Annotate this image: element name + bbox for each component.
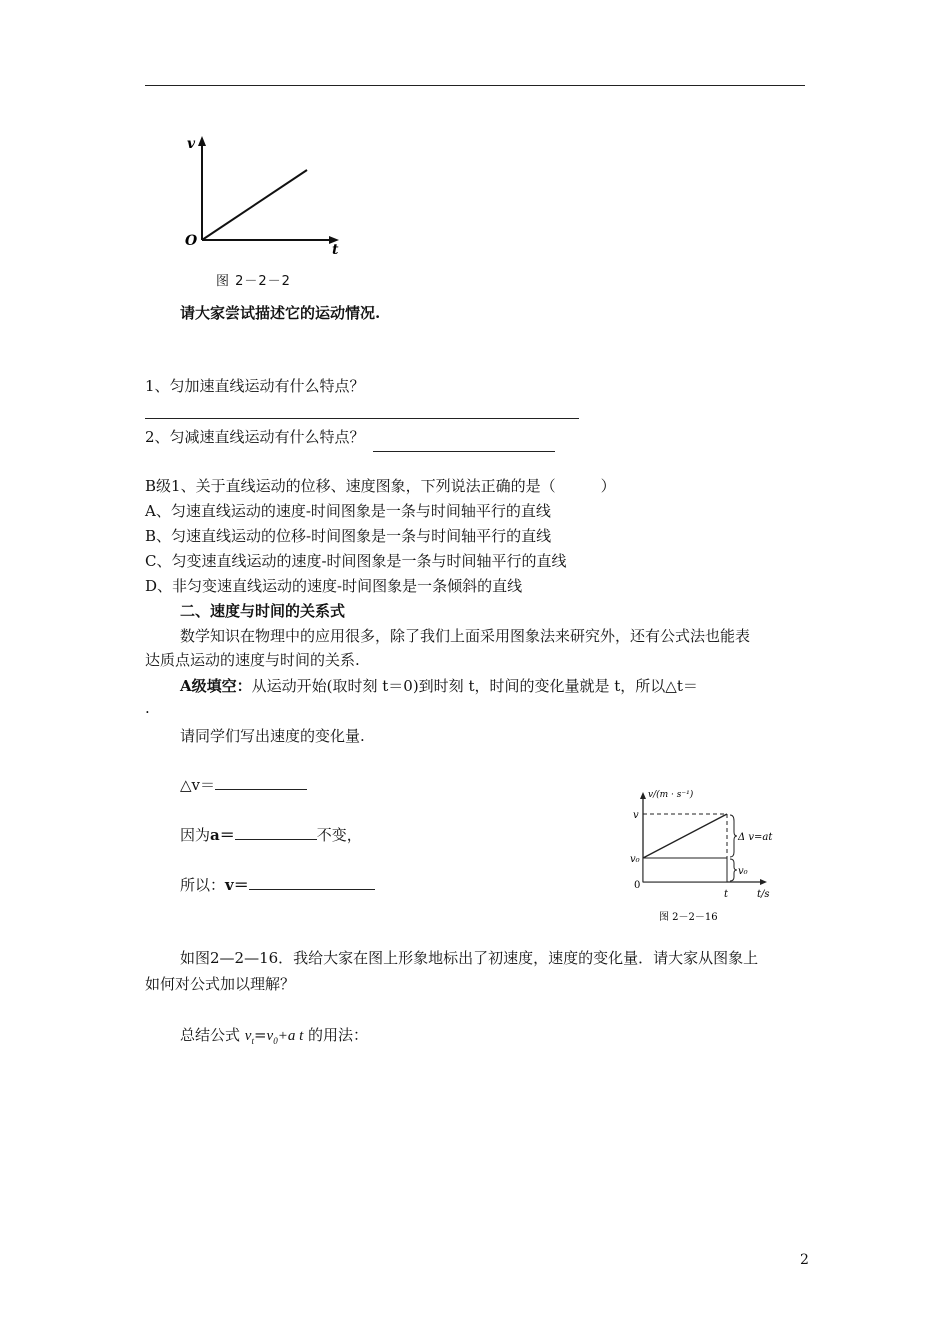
write-prompt: 请同学们写出速度的变化量. — [180, 727, 365, 745]
answer-line-2 — [373, 451, 555, 452]
summary-vt: v — [244, 1028, 252, 1044]
figure-velocity-time-graph — [175, 128, 355, 258]
y-axis-arrow-icon — [198, 136, 206, 146]
x-axis-label: t — [332, 242, 339, 258]
so-v-row — [180, 875, 375, 895]
page-number: 2 — [800, 1252, 809, 1268]
unchanged-label: 不变， — [316, 826, 362, 844]
summary-prefix: 总结公式 — [180, 1026, 245, 1044]
summary-v0: v — [266, 1028, 274, 1044]
question-1: 1、匀加速直线运动有什么特点？ — [145, 377, 365, 395]
summary-formula-row — [180, 1025, 368, 1051]
mcq-stem: B级1、关于直线运动的位移、速度图象，下列说法正确的是（ ） — [145, 477, 616, 495]
v-eq-label: v＝ — [225, 876, 249, 894]
y-axis-label: v — [187, 136, 196, 152]
summary-plus-at: +a t — [277, 1028, 304, 1044]
figure-velocity-formula-graph — [615, 785, 795, 935]
fig2-brace-delta — [730, 815, 737, 857]
velocity-line — [202, 170, 307, 240]
fig2-x-arrow-icon — [760, 879, 767, 885]
mcq-option-b: B、匀速直线运动的位移-时间图象是一条与时间轴平行的直线 — [145, 527, 552, 545]
para2-line2: 如何对公式加以理解？ — [145, 975, 296, 993]
because-label: 因为 — [180, 826, 211, 844]
fig2-y-arrow-icon — [640, 792, 646, 799]
answer-line-1 — [145, 418, 579, 419]
para2-line1: 如图2—2—16．我给大家在图上形象地标出了初速度，速度的变化量．请大家从图象上 — [180, 949, 759, 967]
fill-blank-line — [180, 676, 698, 696]
mcq-option-a: A、匀速直线运动的速度-时间图象是一条与时间轴平行的直线 — [145, 502, 551, 520]
fig2-origin: 0 — [634, 880, 641, 891]
fig2-shaded-area — [643, 858, 727, 882]
fig2-delta-label: Δ v=at — [738, 832, 773, 843]
a-eq-label: a＝ — [210, 826, 235, 844]
fig2-brace-v0 — [730, 859, 737, 881]
summary-suffix: 的用法： — [303, 1026, 369, 1044]
delta-v-label: △v＝ — [180, 776, 216, 794]
fig2-t-tick: t — [724, 889, 729, 900]
origin-label: O — [185, 233, 198, 249]
fig2-v0-tick: v₀ — [630, 854, 640, 865]
section-heading: 二、速度与时间的关系式 — [180, 602, 346, 620]
mcq-option-d: D、非匀变速直线运动的速度-时间图象是一条倾斜的直线 — [145, 577, 523, 595]
v-blank[interactable] — [249, 875, 375, 890]
fill-text: 从运动开始(取时刻 t＝0)到时刻 t，时间的变化量就是 t，所以△t＝ — [251, 677, 698, 695]
delta-v-blank[interactable] — [215, 775, 307, 790]
fill-label: A级填空： — [180, 677, 252, 695]
summary-vt-sub: t — [251, 1036, 254, 1046]
section-para-line2: 达质点运动的速度与时间的关系. — [145, 651, 360, 669]
mcq-option-c: C、匀变速直线运动的速度-时间图象是一条与时间轴平行的直线 — [145, 552, 567, 570]
fill-end: . — [145, 699, 150, 717]
question-2: 2、匀减速直线运动有什么特点？ — [145, 428, 365, 446]
delta-v-row — [180, 775, 307, 795]
section-para-line1: 数学知识在物理中的应用很多，除了我们上面采用图象法来研究外，还有公式法也能表 — [180, 627, 751, 645]
fig2-v-line — [643, 814, 727, 858]
summary-eq: = — [253, 1026, 267, 1044]
figure1-caption: 图 2－2－2 — [216, 274, 291, 289]
a-blank[interactable] — [235, 825, 317, 840]
because-a-row — [180, 825, 362, 845]
header-rule — [145, 85, 805, 86]
fig2-v-tick: v — [633, 810, 639, 821]
fig2-y-label: v/(m · s⁻¹) — [648, 790, 694, 800]
fig2-x-label: t/s — [757, 889, 770, 900]
so-label: 所以： — [180, 876, 226, 894]
fig2-v0-label: v₀ — [738, 866, 748, 877]
summary-v0-sub: 0 — [273, 1036, 278, 1046]
figure1-prompt: 请大家尝试描述它的运动情况. — [180, 304, 381, 322]
fig2-caption: 图 2－2－16 — [659, 912, 718, 923]
